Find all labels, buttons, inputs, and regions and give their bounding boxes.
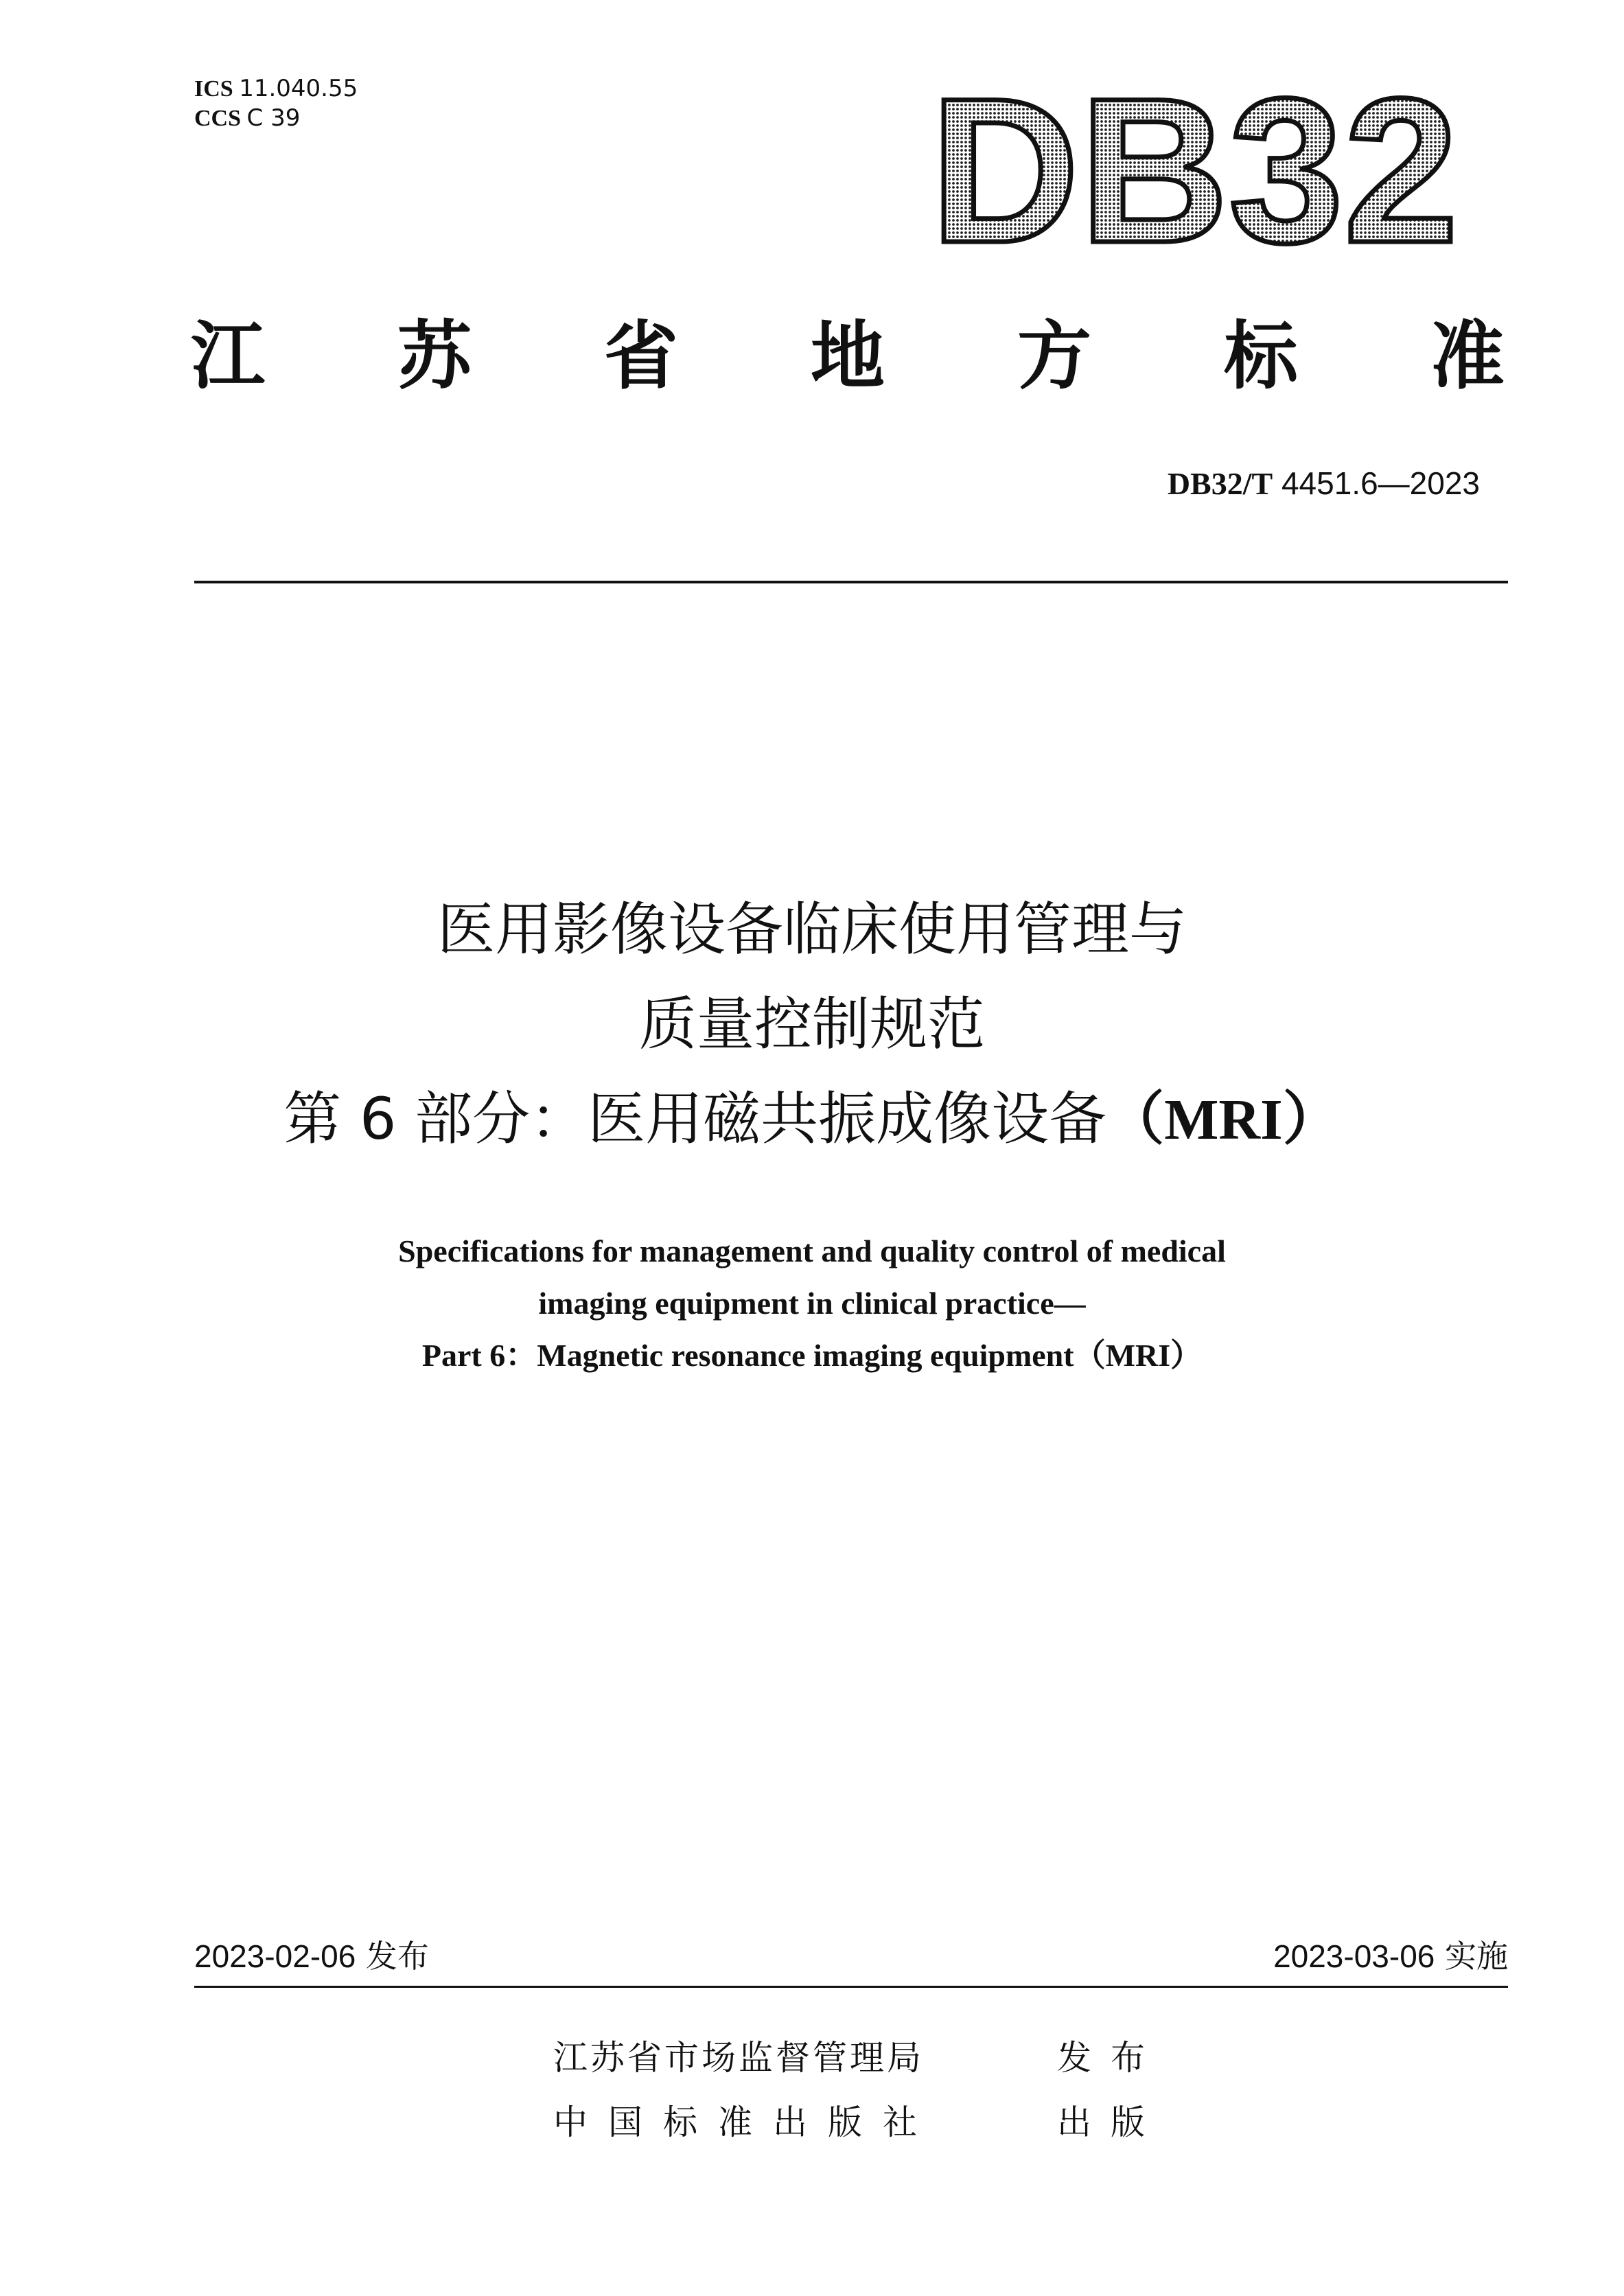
implementation-date [1273, 1937, 1508, 1976]
header-char: 地 [810, 314, 885, 399]
ccs-code [194, 104, 358, 133]
header-char: 苏 [397, 314, 472, 399]
header-char: 省 [603, 314, 678, 399]
chinese-title-mri: （MRI） [1106, 1088, 1341, 1152]
chinese-title-line-3 [0, 1071, 1624, 1168]
chinese-title-line-1: 医用影像设备临床使用管理与 [437, 896, 1187, 963]
issue-date-label: 发布 [356, 1938, 429, 1975]
standard-number-value: 4451.6—2023 [1273, 465, 1480, 501]
standard-number [1168, 464, 1480, 503]
english-title [0, 1225, 1624, 1382]
ics-value: 11.040.55 [239, 75, 358, 102]
implementation-date-value: 2023-03-06 [1273, 1938, 1435, 1974]
publishing-action: 出版 [1057, 2102, 1164, 2142]
issuing-authority: 江苏省市场监督管理局 [553, 2038, 924, 2078]
issue-date-value: 2023-02-06 [194, 1938, 356, 1974]
provincial-standard-header [185, 314, 1510, 399]
chinese-title-line-2: 质量控制规范 [638, 990, 985, 1058]
ics-label: ICS [194, 76, 233, 102]
ccs-label: CCS [194, 106, 242, 131]
english-title-line-2: imaging equipment in clinical practice— [538, 1286, 1086, 1321]
ics-code [194, 74, 358, 104]
publisher: 中国标准出版社 [553, 2102, 938, 2142]
top-divider [194, 581, 1508, 583]
ccs-value: C 39 [246, 104, 301, 132]
chinese-title [0, 882, 1624, 1168]
classification-codes [194, 74, 358, 133]
chinese-title-part: 第 6 部分：医用磁共振成像设备 [283, 1085, 1107, 1152]
logo-text: DB32 [930, 82, 1459, 261]
header-char: 标 [1223, 314, 1298, 399]
bottom-divider [194, 1986, 1508, 1988]
issuing-action: 发布 [1057, 2038, 1164, 2078]
english-title-line-1: Specifications for management and quality control of medical [398, 1233, 1226, 1268]
implementation-date-label: 实施 [1435, 1938, 1508, 1975]
header-char: 准 [1430, 314, 1505, 399]
issue-date [194, 1937, 429, 1976]
english-title-line-3: Part 6：Magnetic resonance imaging equipment（MRI） [421, 1338, 1203, 1373]
db32-logo [927, 82, 1462, 261]
header-char: 江 [190, 314, 265, 399]
standard-number-prefix: DB32/T [1167, 466, 1273, 501]
header-char: 方 [1017, 314, 1091, 399]
